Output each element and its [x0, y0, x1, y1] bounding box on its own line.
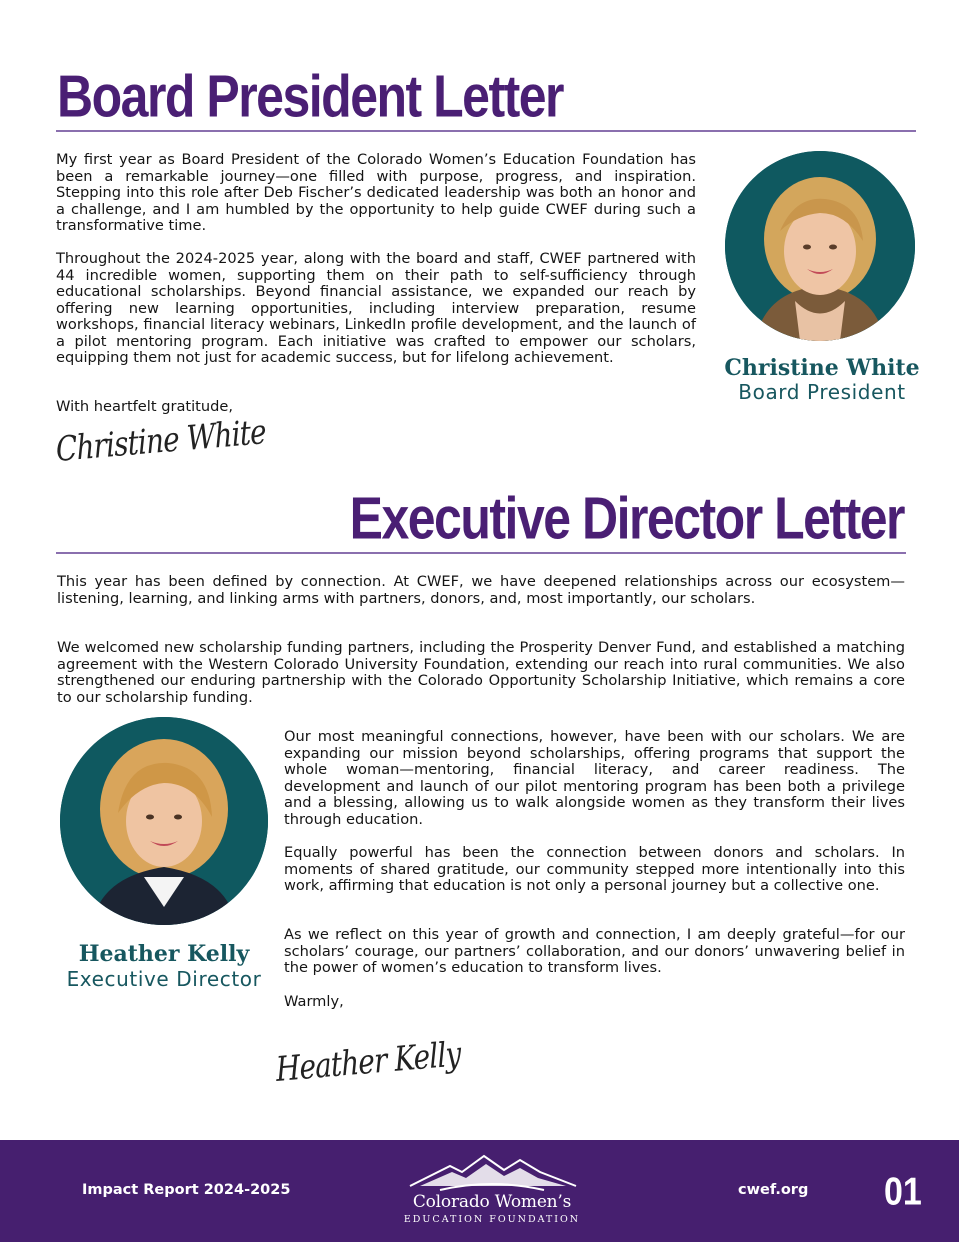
report-label: Impact Report 2024-2025	[82, 1182, 291, 1198]
board-letter-signoff: With heartfelt gratitude,	[56, 398, 234, 415]
christine-white-role: Board President	[738, 380, 906, 404]
director-letter-paragraph-4: Equally powerful has been the connection between donors and scholars. In moments of shared gratitude, our community stepped more intentionally into this work, affirming that education is not only a personal journey but a collective one.	[284, 844, 905, 894]
director-letter-paragraph-3: Our most meaningful connections, however, have been with our scholars. We are expanding our mission beyond scholarships, offering programs that support the whole woman—mentoring, financial literacy, and career readiness. The development and launch of our pilot mentoring program has been both a privilege and a blessing, allowing us to walk alongside women as they transform their lives through education.	[284, 728, 905, 828]
heather-kelly-signature: Heather Kelly	[274, 1034, 462, 1090]
portrait-illustration	[60, 717, 268, 925]
section-divider	[56, 130, 916, 132]
director-letter-paragraph-5: As we reflect on this year of growth and connection, I am deeply grateful—for our scholars’ courage, our partners’ collaboration, and our donors’ unwavering belief in the power of women’s education to transform lives.	[284, 926, 905, 976]
page-number: 01	[884, 1170, 922, 1214]
cwef-logo	[400, 1152, 584, 1234]
christine-white-name: Christine White	[724, 355, 920, 381]
heather-kelly-name: Heather Kelly	[78, 941, 250, 967]
christine-white-signature: Christine White	[54, 412, 267, 470]
website-link[interactable]: cwef.org	[738, 1182, 809, 1198]
christine-white-photo	[725, 151, 915, 341]
director-letter-paragraph-2: We welcomed new scholarship funding partners, including the Prosperity Denver Fund, and established a matching agreement with the Western Colorado University Foundation, extending our reach into rural communities. We also strengthened our enduring partnership with the Colorado Opportunity Scholarship Initiative, which remains a core to our scholarship funding.	[57, 639, 905, 706]
director-letter-signoff: Warmly,	[284, 993, 344, 1010]
board-president-letter-title: Board President Letter	[57, 63, 564, 130]
page-footer	[0, 1140, 959, 1242]
heather-kelly-role: Executive Director	[66, 967, 262, 991]
logo-subtitle: EDUCATION FOUNDATION	[403, 1214, 581, 1225]
heather-kelly-photo	[60, 717, 268, 925]
logo-title: Colorado Women’s	[412, 1192, 572, 1212]
mountain-logo-icon	[400, 1152, 584, 1192]
board-letter-paragraph-1: My first year as Board President of the Colorado Women’s Education Foundation has been a remarkable journey—one filled with purpose, progress, and inspiration. Stepping into this role after Deb Fischer’s dedicated leadership was both an honor and a challenge, and I am humbled by the opportunity to help guide CWEF during such a transformative time.	[56, 151, 696, 234]
director-letter-paragraph-1: This year has been defined by connection. At CWEF, we have deepened relationships across our ecosystem—listening, learning, and linking arms with partners, donors, and, most importantly, our scholars.	[57, 573, 905, 607]
portrait-illustration	[725, 151, 915, 341]
board-letter-paragraph-2: Throughout the 2024-2025 year, along with the board and staff, CWEF partnered with 44 incredible women, supporting them on their path to self-sufficiency through educational scholarships. Beyond financial assistance, we expanded our reach by offering new learning opportunities, including interview preparation, resume workshops, financial literacy webinars, LinkedIn profile development, and the launch of a pilot mentoring program. Each initiative was crafted to empower our scholars, equipping them not just for academic success, but for lifelong achievement.	[56, 250, 696, 366]
executive-director-letter-title: Executive Director Letter	[349, 485, 904, 552]
section-divider	[56, 552, 906, 554]
